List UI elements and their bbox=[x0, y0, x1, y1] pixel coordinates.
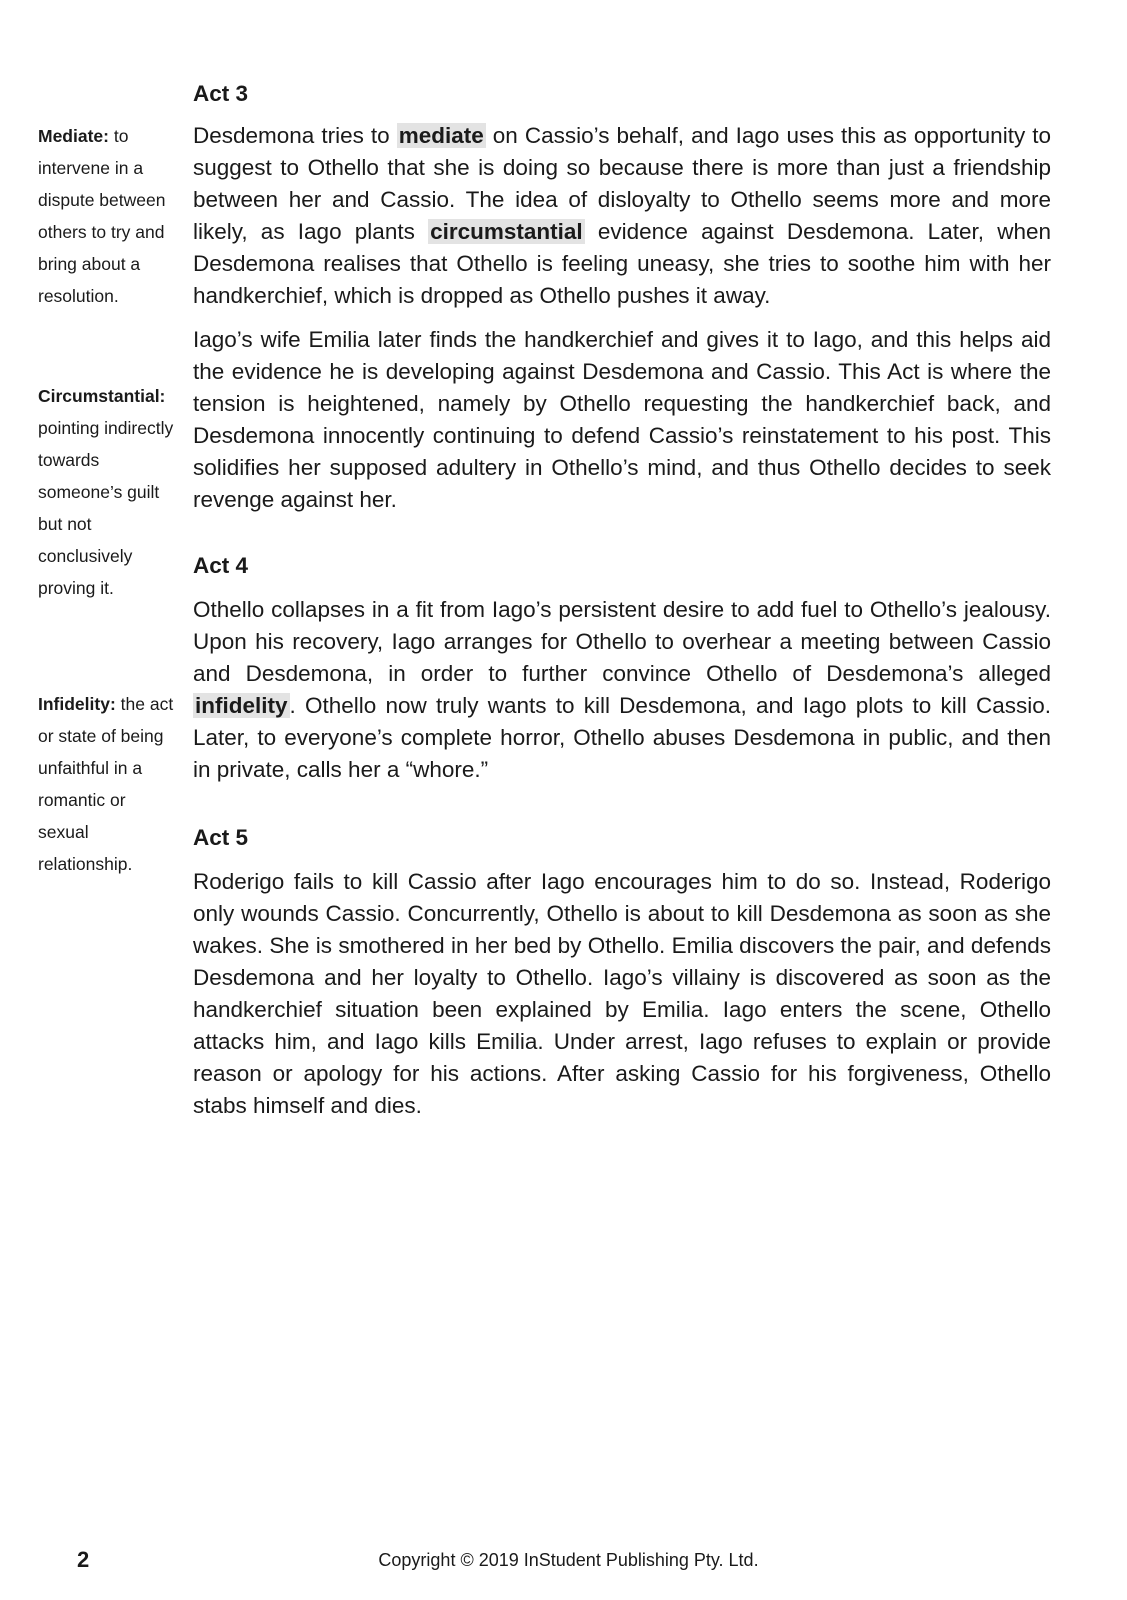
act-5-heading: Act 5 bbox=[193, 825, 249, 850]
glossary-circumstantial bbox=[38, 380, 180, 604]
glossary-mediate bbox=[38, 120, 180, 312]
glossary-definition: to intervene in a dispute between others to try and bring about a resolution. bbox=[38, 126, 166, 306]
act-4-body bbox=[193, 594, 1051, 786]
glossary-entry bbox=[38, 688, 180, 880]
page-number: 2 bbox=[77, 1547, 90, 1572]
glossary-term: Mediate: bbox=[38, 126, 109, 146]
glossary-term: Infidelity: bbox=[38, 694, 116, 714]
act-4-heading: Act 4 bbox=[193, 553, 249, 578]
glossary-infidelity bbox=[38, 688, 180, 880]
glossary-entry bbox=[38, 380, 180, 604]
glossary-entry bbox=[38, 120, 180, 312]
glossary-definition: pointing indirectly towards someone’s guilt but not conclusively proving it. bbox=[38, 418, 174, 598]
act-4-paragraph bbox=[193, 594, 1051, 786]
glossary-term: Circumstantial: bbox=[38, 386, 166, 406]
text-run: Othello collapses in a fit from Iago’s persistent desire to add fuel to Othello’s jealousy. Upon his recovery, Iago arranges for Othello to overhear a meeting between Cassio and Desdemona, in order to further convince Othello of Desdemona’s alleged bbox=[193, 597, 1051, 686]
highlight-circumstantial: circumstantial bbox=[430, 219, 583, 244]
copyright-notice: Copyright © 2019 InStudent Publishing Pty. Ltd. bbox=[378, 1550, 759, 1570]
text-run: on Cassio’s behalf, and Iago uses this as opportunity to suggest to Othello that she is doing so because there is more than just a friendship between her and Cassio. The idea of disloyalty to Othello seems more and more likely, as Iago plants bbox=[193, 123, 1051, 244]
act-5-body bbox=[193, 866, 1051, 1122]
act-3-heading: Act 3 bbox=[193, 81, 249, 106]
highlight-mediate: mediate bbox=[398, 123, 484, 148]
glossary-definition: the act or state of being unfaithful in a romantic or sexual relationship. bbox=[38, 694, 174, 874]
highlight-infidelity: infidelity bbox=[195, 693, 288, 718]
act-3-body bbox=[193, 120, 1051, 516]
text-run: evidence against Desdemona. Later, when Desdemona realises that Othello is feeling uneasy, she tries to soothe him with her handkerchief, which is dropped as Othello pushes it away. bbox=[193, 219, 1051, 308]
act-5-paragraph: Roderigo fails to kill Cassio after Iago encourages him to do so. Instead, Roderigo only wounds Cassio. Concurrently, Othello is about to kill Desdemona as soon as she wakes. She is smothered in her bed by Othello. Emilia discovers the pair, and defends Desdemona and her loyalty to Othello. Iago’s villainy is discovered as soon as the handkerchief situation been explained by Emilia. Iago enters the scene, Othello attacks him, and Iago kills Emilia. Under arrest, Iago refuses to explain or provide reason or apology for his actions. After asking Cassio for his forgiveness, Othello stabs himself and dies. bbox=[193, 869, 1051, 1118]
text-run: . Othello now truly wants to kill Desdemona, and Iago plots to kill Cassio. Later, to everyone’s complete horror, Othello abuses Desdemona in public, and then in private, calls her a “whore.” bbox=[193, 693, 1051, 782]
text-run: Desdemona tries to bbox=[193, 123, 397, 148]
act-3-paragraph-2: Iago’s wife Emilia later finds the handkerchief and gives it to Iago, and this helps aid the evidence he is developing against Desdemona and Cassio. This Act is where the tension is heightened, namely by Othello requesting the handkerchief back, and Desdemona innocently continuing to defend Cassio’s reinstatement to his post. This solidifies her supposed adultery in Othello’s mind, and thus Othello decides to seek revenge against her. bbox=[193, 327, 1051, 512]
act-3-paragraph-1 bbox=[193, 120, 1051, 312]
